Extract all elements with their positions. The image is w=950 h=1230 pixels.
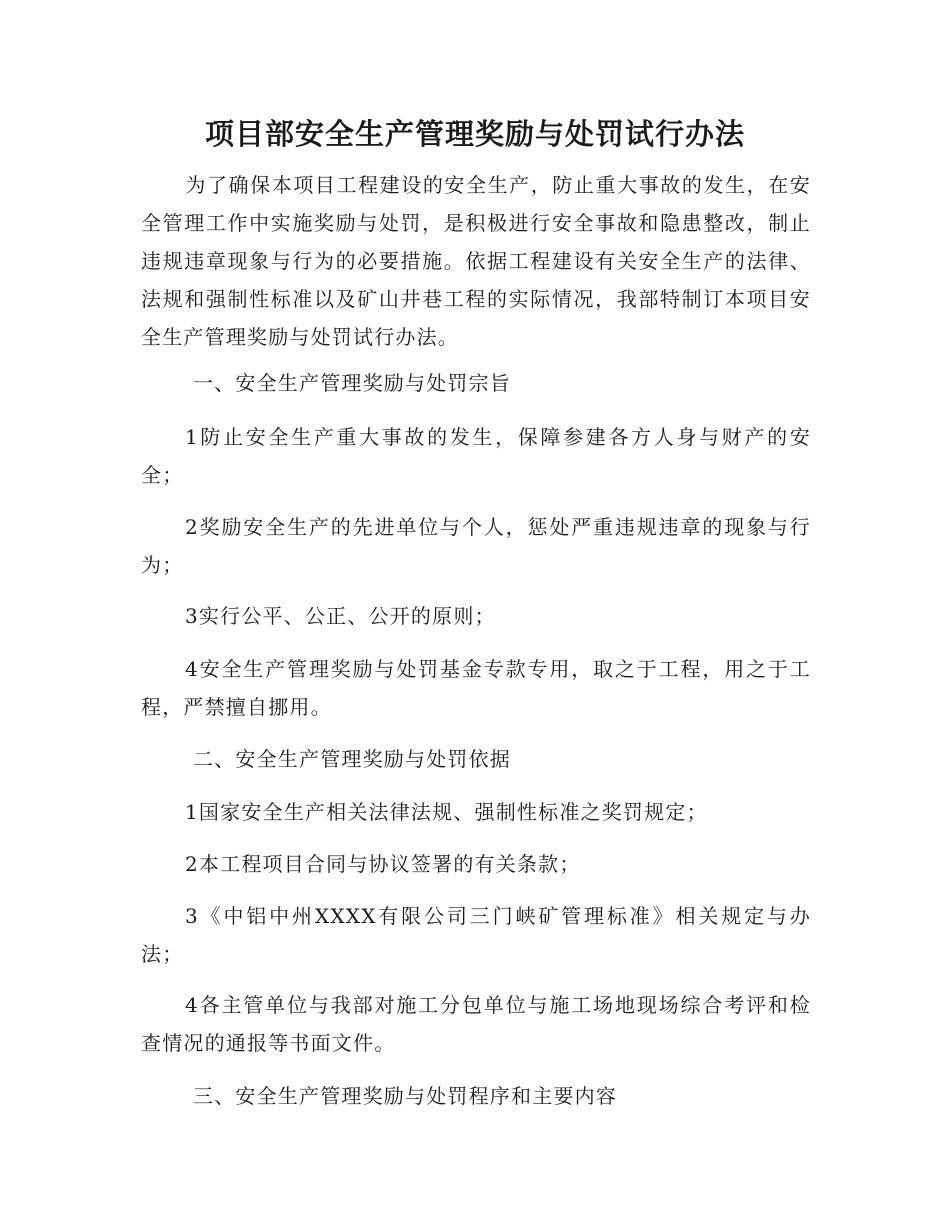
section-1-item-4: 4安全生产管理奖励与处罚基金专款专用，取之于工程，用之于工程，严禁擅自挪用。 — [141, 657, 811, 719]
document-title: 项目部安全生产管理奖励与处罚试行办法 — [204, 117, 745, 151]
section-2-item-4: 4各主管单位与我部对施工分包单位与施工场地现场综合考评和检查情况的通报等书面文件。 — [141, 993, 811, 1055]
section-2-item-2: 2本工程项目合同与协议签署的有关条款； — [185, 852, 581, 876]
section-1-item-3: 3实行公平、公正、公开的原则； — [185, 604, 496, 628]
intro-paragraph — [141, 166, 811, 356]
section-1-item-1: 1防止安全生产重大事故的发生，保障参建各方人身与财产的安全； — [141, 425, 811, 487]
section-1-heading: 一、安全生产管理奖励与处罚宗旨 — [193, 371, 511, 395]
section-2-item-1: 1国家安全生产相关法律法规、强制性标准之奖罚规定； — [185, 800, 708, 824]
section-3-heading: 三、安全生产管理奖励与处罚程序和主要内容 — [193, 1084, 617, 1108]
section-1-item-2: 2奖励安全生产的先进单位与个人，惩处严重违规违章的现象与行为； — [141, 515, 811, 577]
section-2-item-3: 3《中铝中州XXXX有限公司三门峡矿管理标准》相关规定与办法； — [141, 904, 811, 966]
intro-text: 为了确保本项目工程建设的安全生产，防止重大事故的发生，在安全管理工作中实施奖励与处罚，是积极进行安全事故和隐患整改，制止违规违章现象与行为的必要措施。依据工程建设有关安全生产的法律、法规和强制性标准以及矿山井巷工程的实际情况，我部特制订本项目安全生产管理奖励与处罚试行办法。 — [141, 173, 811, 349]
section-2-heading: 二、安全生产管理奖励与处罚依据 — [193, 747, 511, 771]
